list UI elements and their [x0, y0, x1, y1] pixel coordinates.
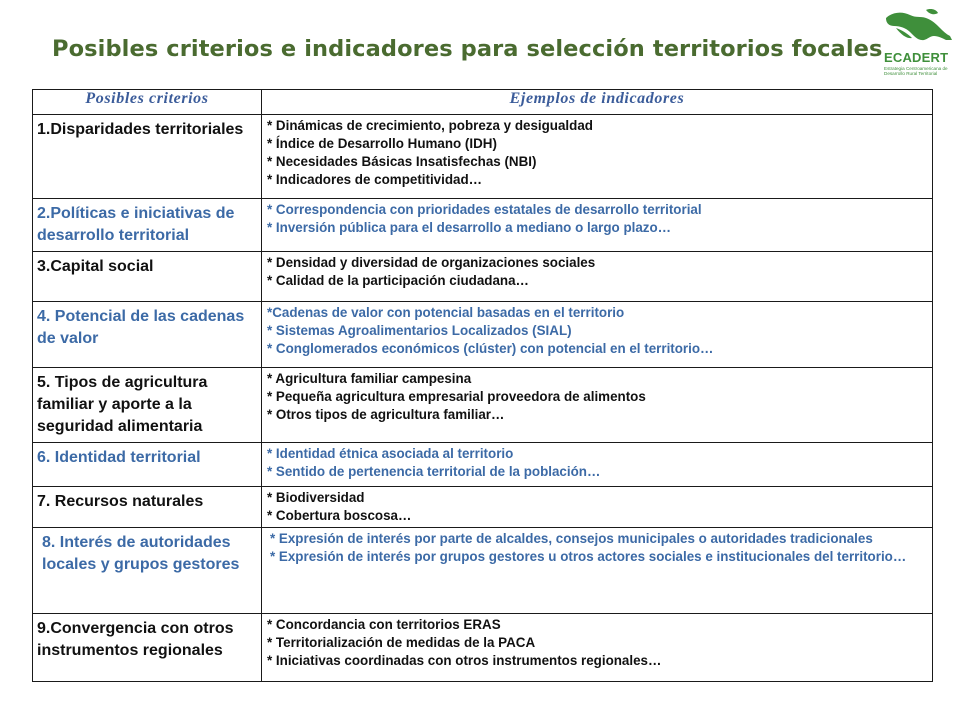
indicator-item: * Densidad y diversidad de organizaciones sociales: [267, 255, 596, 270]
criterion-label: 6. Identidad territorial: [37, 449, 201, 466]
table-row: [33, 368, 933, 443]
indicator-item: * Biodiversidad: [267, 490, 365, 505]
indicator-item: * Agricultura familiar campesina: [267, 371, 472, 386]
indicator-item: * Indicadores de competitividad…: [267, 172, 483, 187]
table-row: [33, 528, 933, 614]
indicator-item: * Índice de Desarrollo Humano (IDH): [267, 136, 497, 151]
indicator-item: * Necesidades Básicas Insatisfechas (NBI): [267, 154, 537, 169]
table-row: [33, 115, 933, 199]
criterion-cell: [33, 368, 262, 443]
indicator-item: * Conglomerados económicos (clúster) con potencial en el territorio…: [267, 341, 714, 356]
central-america-map-icon: [880, 6, 956, 52]
indicator-item: * Dinámicas de crecimiento, pobreza y desigualdad: [267, 118, 593, 133]
page-title: Posibles criterios e indicadores para selección territorios focales: [52, 36, 883, 62]
logo-wordmark: ECADERT: [884, 50, 949, 65]
indicator-item: * Sentido de pertenencia territorial de la población…: [267, 464, 601, 479]
criterion-label: 7. Recursos naturales: [37, 493, 204, 510]
indicator-item: * Otros tipos de agricultura familiar…: [267, 407, 505, 422]
indicator-item: * Expresión de interés por grupos gestores u otros actores sociales e institucionales del territorio…: [270, 549, 907, 564]
criteria-table: [32, 89, 933, 682]
indicator-item: * Cobertura boscosa…: [267, 508, 412, 523]
ecadert-logo: [880, 6, 956, 80]
criterion-label: 4. Potencial de las cadenas de valor: [37, 308, 245, 347]
criterion-cell: [33, 443, 262, 487]
indicator-item: * Sistemas Agroalimentarios Localizados (SIAL): [267, 323, 572, 338]
indicators-cell: [262, 252, 933, 302]
indicator-item: * Pequeña agricultura empresarial proveedora de alimentos: [267, 389, 646, 404]
indicators-cell: [262, 302, 933, 368]
table-row: [33, 443, 933, 487]
indicators-cell: [262, 199, 933, 252]
criteria-table-body: [33, 115, 933, 682]
criterion-cell: [33, 252, 262, 302]
criterion-cell: [33, 614, 262, 682]
criterion-label: 1.Disparidades territoriales: [37, 121, 244, 138]
indicators-cell: [262, 443, 933, 487]
indicators-cell: [262, 368, 933, 443]
table-header-row: [33, 90, 933, 115]
indicator-item: * Iniciativas coordinadas con otros instrumentos regionales…: [267, 653, 662, 668]
header-criterios: Posibles criterios: [33, 90, 262, 115]
indicator-item: * Concordancia con territorios ERAS: [267, 617, 501, 632]
header-indicadores: Ejemplos de indicadores: [262, 90, 933, 115]
indicator-item: * Identidad étnica asociada al territorio: [267, 446, 514, 461]
indicators-cell: [262, 614, 933, 682]
criterion-cell: [33, 199, 262, 252]
criterion-label: 9.Convergencia con otros instrumentos regionales: [37, 620, 234, 659]
criterion-cell: [33, 302, 262, 368]
indicator-item: * Calidad de la participación ciudadana…: [267, 273, 529, 288]
indicator-item: * Correspondencia con prioridades estatales de desarrollo territorial: [267, 202, 702, 217]
table-row: [33, 302, 933, 368]
criterion-cell: [33, 528, 262, 614]
criterion-label: 8. Interés de autoridades locales y grupos gestores: [42, 534, 240, 573]
table-row: [33, 252, 933, 302]
indicators-cell: [262, 115, 933, 199]
indicator-item: * Inversión pública para el desarrollo a mediano o largo plazo…: [267, 220, 672, 235]
indicator-item: *Cadenas de valor con potencial basadas en el territorio: [267, 305, 625, 320]
table-row: [33, 487, 933, 528]
table-row: [33, 614, 933, 682]
indicator-item: * Expresión de interés por parte de alcaldes, consejos municipales o autoridades tradicionales: [270, 531, 873, 546]
table-row: [33, 199, 933, 252]
indicators-cell: [262, 528, 933, 614]
logo-subtitle: Estrategia Centroamericana de Desarrollo Rural Territorial: [884, 66, 948, 76]
criterion-cell: [33, 487, 262, 528]
indicator-item: * Territorialización de medidas de la PACA: [267, 635, 536, 650]
criterion-label: 5. Tipos de agricultura familiar y aporte a la seguridad alimentaria: [37, 374, 208, 435]
indicators-cell: [262, 487, 933, 528]
criterion-label: 2.Políticas e iniciativas de desarrollo territorial: [37, 205, 235, 244]
criterion-cell: [33, 115, 262, 199]
criterion-label: 3.Capital social: [37, 258, 154, 275]
